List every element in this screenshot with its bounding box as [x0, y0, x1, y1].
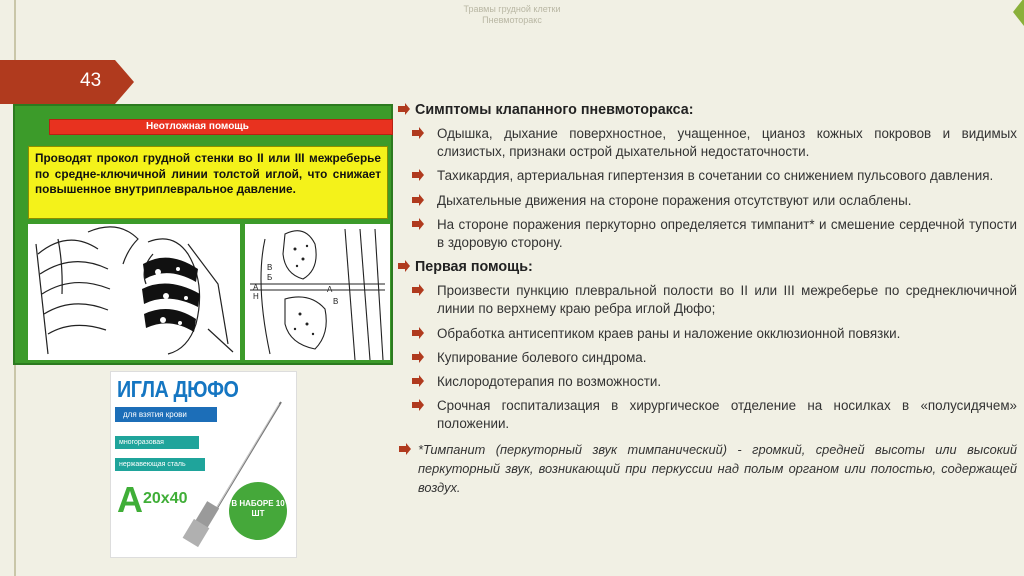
header-line-2: Пневмоторакс	[482, 15, 542, 25]
main-content	[397, 101, 1017, 497]
needle-diagram	[245, 224, 390, 360]
slide-header	[0, 4, 1024, 26]
list-item-text: Дыхательные движения на стороне поражения отсутствуют или ослаблены.	[437, 192, 912, 208]
list-item	[397, 325, 1017, 343]
heading-text: Первая помощь:	[415, 259, 533, 276]
list-item-text: На стороне поражения перкуторно определяется тимпанит* и смешение сердечной тупости в здоровую сторону.	[437, 216, 1017, 251]
list-item	[397, 282, 1017, 318]
list-item	[397, 397, 1017, 433]
list-item	[397, 216, 1017, 252]
list-item-text: Одышка, дыхание поверхностное, учащенное, цианоз кожных покровов и видимых слизистых, признаки острой дыхательной недостаточности.	[437, 126, 1017, 160]
list-item-text: Произвести пункцию плевральной полости во II или III межреберье по среднеключичной линии по верхнему краю ребра иглой Дюфо;	[437, 283, 1017, 317]
bullet-arrow-icon	[411, 326, 425, 340]
diagram-label: В	[267, 263, 273, 272]
header-line-1: Травмы грудной клетки	[463, 4, 561, 14]
ad-letter: А	[117, 479, 143, 520]
footnote-text: *Тимпанит (перкуторный звук тимпанический) - громкий, средней высоты или высокий перкуторный звук, возникающий при перкуссии над полым органом или полостью, содержащей воздух.	[418, 441, 1017, 495]
bullet-arrow-icon	[411, 350, 425, 364]
ad-size: 20х40	[143, 490, 188, 507]
list-item	[397, 192, 1017, 210]
list-item-text: Кислородотерапия по возможности.	[437, 374, 662, 390]
diagram-label: Н	[253, 292, 259, 301]
list-item	[397, 125, 1017, 161]
diagram-label: В	[333, 297, 339, 306]
bullet-arrow-icon	[411, 168, 425, 182]
corner-triangle-icon	[1013, 0, 1024, 26]
bullet-arrow-icon	[397, 102, 411, 116]
section-heading	[397, 258, 1017, 276]
chest-illustration	[28, 224, 240, 360]
bullet-arrow-icon	[411, 283, 425, 297]
list-item-text: Срочная госпитализация в хирургическое отделение на носилках в «полусидячем» положении.	[437, 398, 1017, 432]
diagram-label: А	[327, 285, 333, 294]
bullet-arrow-icon	[411, 217, 425, 231]
bullet-arrow-icon	[411, 193, 425, 207]
list-item-text: Купирование болевого синдрома.	[437, 349, 647, 365]
bullet-arrow-icon	[397, 259, 411, 273]
slide-number-banner	[0, 60, 134, 104]
figure-text: Проводят прокол грудной стенки во II или III межреберье по средне-ключичной линии толстой иглой, что снижает повышенное внутриплевральное давление.	[28, 146, 388, 219]
ad-badge: В НАБОРЕ 10 ШТ	[229, 482, 287, 540]
bullet-arrow-icon	[411, 126, 425, 140]
dufo-needle-ad	[110, 371, 297, 558]
ad-tag-steel: нержавеющая сталь	[115, 458, 205, 471]
diagram-label: А	[253, 283, 259, 292]
ad-title: ИГЛА ДЮФО	[117, 376, 239, 402]
list-item	[397, 373, 1017, 391]
section-heading	[397, 101, 1017, 119]
slide-number: 43	[80, 70, 102, 91]
heading-text: Симптомы клапанного пневмоторакса:	[415, 102, 694, 118]
bullet-arrow-icon	[411, 374, 425, 388]
ad-subtitle: для взятия крови	[115, 407, 217, 422]
diagram-label: Б	[267, 273, 273, 282]
list-item-text: Тахикардия, артериальная гипертензия в сочетании со снижением пульсового давления.	[437, 168, 994, 184]
footnote	[397, 440, 1017, 497]
bullet-arrow-icon	[398, 442, 412, 456]
ad-tag-reusable: многоразовая	[115, 436, 199, 449]
figure-title: Неотложная помощь	[49, 119, 393, 135]
list-item	[397, 167, 1017, 185]
bullet-arrow-icon	[411, 398, 425, 412]
list-item-text: Обработка антисептиком краев раны и наложение окклюзионной повязки.	[437, 325, 901, 341]
list-item	[397, 349, 1017, 367]
emergency-figure	[13, 104, 393, 365]
